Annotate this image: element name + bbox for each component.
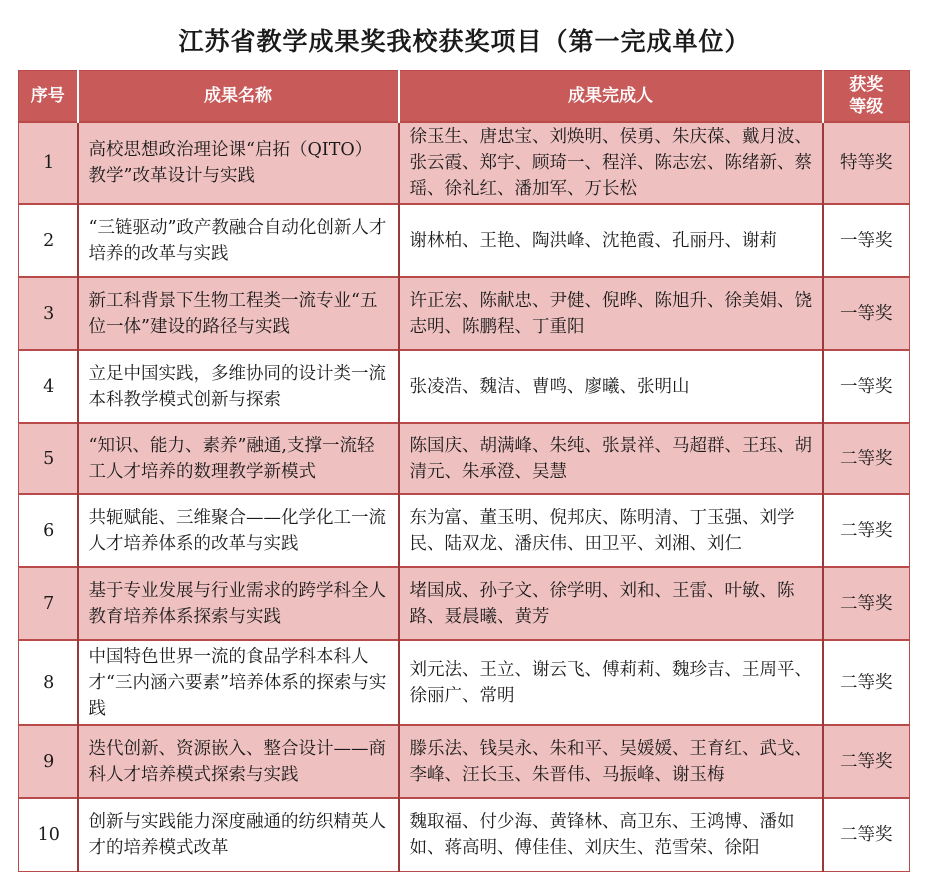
- row-award-level: 特等奖: [823, 122, 910, 204]
- row-people: 东为富、董玉明、倪邦庆、陈明清、丁玉强、刘学民、陆双龙、潘庆伟、田卫平、刘湘、刘仁: [399, 494, 823, 567]
- row-award-level: 一等奖: [823, 350, 910, 423]
- row-award-level: 二等奖: [823, 798, 910, 871]
- row-award-level: 二等奖: [823, 494, 910, 567]
- row-people: 谢林柏、王艳、陶洪峰、沈艳霞、孔丽丹、谢莉: [399, 204, 823, 277]
- row-achievement-name: 高校思想政治理论课“启拓（QITO）教学”改革设计与实践: [78, 122, 399, 204]
- table-row: [19, 567, 910, 640]
- table-row: [19, 277, 910, 350]
- row-num: 3: [19, 277, 78, 350]
- row-award-level: 一等奖: [823, 204, 910, 277]
- table-row: [19, 725, 910, 798]
- header-level-line2: 等级: [849, 97, 884, 117]
- header-name: 成果名称: [78, 71, 399, 123]
- row-award-level: 二等奖: [823, 423, 910, 494]
- table-row: [19, 423, 910, 494]
- row-num: 1: [19, 122, 78, 204]
- row-award-level: 一等奖: [823, 277, 910, 350]
- table-row: [19, 350, 910, 423]
- row-people: 堵国成、孙子文、徐学明、刘和、王雷、叶敏、陈路、聂晨曦、黄芳: [399, 567, 823, 640]
- header-level-line1: 获奖: [849, 75, 884, 95]
- row-num: 5: [19, 423, 78, 494]
- header-level: [823, 71, 910, 123]
- page-title: 江苏省教学成果奖我校获奖项目（第一完成单位）: [178, 27, 751, 56]
- row-achievement-name: 创新与实践能力深度融通的纺织精英人才的培养模式改革: [78, 798, 399, 871]
- table-row: [19, 494, 910, 567]
- row-people: 张凌浩、魏洁、曹鸣、廖曦、张明山: [399, 350, 823, 423]
- row-people: 滕乐法、钱吴永、朱和平、吴媛媛、王育红、武戈、李峰、汪长玉、朱晋伟、马振峰、谢玉梅: [399, 725, 823, 798]
- row-people: 刘元法、王立、谢云飞、傅莉莉、魏珍吉、王周平、徐丽广、常明: [399, 640, 823, 725]
- row-people: 陈国庆、胡满峰、朱纯、张景祥、马超群、王珏、胡清元、朱承澄、吴慧: [399, 423, 823, 494]
- row-award-level: 二等奖: [823, 567, 910, 640]
- row-num: 8: [19, 640, 78, 725]
- header-people: 成果完成人: [399, 71, 823, 123]
- row-achievement-name: 中国特色世界一流的食品学科本科人才“三内涵六要素”培养体系的探索与实践: [78, 640, 399, 725]
- table-row: [19, 640, 910, 725]
- row-num: 4: [19, 350, 78, 423]
- row-num: 2: [19, 204, 78, 277]
- row-award-level: 二等奖: [823, 725, 910, 798]
- table-row: [19, 122, 910, 204]
- row-achievement-name: 新工科背景下生物工程类一流专业“五位一体”建设的路径与实践: [78, 277, 399, 350]
- table-row: [19, 204, 910, 277]
- row-achievement-name: 基于专业发展与行业需求的跨学科全人教育培养体系探索与实践: [78, 567, 399, 640]
- row-num: 7: [19, 567, 78, 640]
- row-num: 9: [19, 725, 78, 798]
- header-num: 序号: [19, 71, 78, 123]
- table-row: [19, 798, 910, 871]
- row-achievement-name: “三链驱动”政产教融合自动化创新人才培养的改革与实践: [78, 204, 399, 277]
- row-achievement-name: 迭代创新、资源嵌入、整合设计——商科人才培养模式探索与实践: [78, 725, 399, 798]
- awards-table: [18, 70, 910, 872]
- row-achievement-name: 共轭赋能、三维聚合——化学化工一流人才培养体系的改革与实践: [78, 494, 399, 567]
- table-header-row: [19, 71, 910, 123]
- row-num: 10: [19, 798, 78, 871]
- row-achievement-name: “知识、能力、素养”融通,支撑一流轻工人才培养的数理教学新模式: [78, 423, 399, 494]
- row-achievement-name: 立足中国实践，多维协同的设计类一流本科教学模式创新与探索: [78, 350, 399, 423]
- row-award-level: 二等奖: [823, 640, 910, 725]
- row-num: 6: [19, 494, 78, 567]
- row-people: 魏取福、付少海、黄锋林、高卫东、王鸿博、潘如如、蒋高明、傅佳佳、刘庆生、范雪荣、徐阳: [399, 798, 823, 871]
- row-people: 徐玉生、唐忠宝、刘焕明、侯勇、朱庆葆、戴月波、张云霞、郑宇、顾琦一、程洋、陈志宏、陈绪新、蔡瑶、徐礼红、潘加军、万长松: [399, 122, 823, 204]
- row-people: 许正宏、陈献忠、尹健、倪晔、陈旭升、徐美娟、饶志明、陈鹏程、丁重阳: [399, 277, 823, 350]
